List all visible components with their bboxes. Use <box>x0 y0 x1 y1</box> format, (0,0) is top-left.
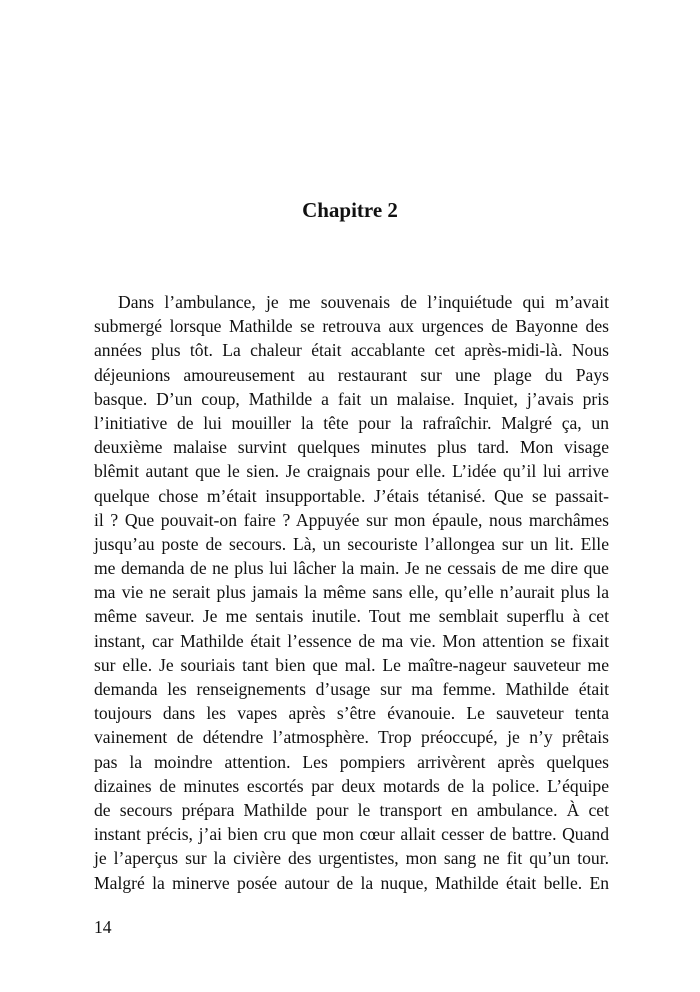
text-line: ma vie ne serait plus jamais la même sans elle, qu’elle n’aurait plus la <box>94 582 609 603</box>
body-paragraph <box>94 290 609 895</box>
text-line: je l’aperçus sur la civière des urgentistes, mon sang ne fit qu’un tour. <box>94 848 609 869</box>
text-line: submergé lorsque Mathilde se retrouva aux urgences de Bayonne des <box>94 316 609 337</box>
text-line: même saveur. Je me sentais inutile. Tout me semblait superflu à cet <box>94 606 609 627</box>
text-line: déjeunions amoureusement au restaurant sur une plage du Pays <box>94 364 609 385</box>
text-line: il ? Que pouvait-on faire ? Appuyée sur mon épaule, nous marchâmes <box>94 509 609 530</box>
text-line: dizaines de minutes escortés par deux motards de la police. L’équipe <box>94 775 609 796</box>
text-line: vainement de détendre l’atmosphère. Trop préoccupé, je n’y prêtais <box>94 727 609 748</box>
text-line: blêmit autant que le sien. Je craignais pour elle. L’idée qu’il lui arrive <box>94 461 609 482</box>
page-number: 14 <box>94 917 112 937</box>
text-line: toujours dans les vapes après s’être évanouie. Le sauveteur tenta <box>94 703 609 724</box>
text-line: instant précis, j’ai bien cru que mon cœur allait cesser de battre. Quand <box>94 824 609 845</box>
text-line: deuxième malaise survint quelques minutes plus tard. Mon visage <box>94 437 609 458</box>
text-line: de secours prépara Mathilde pour le transport en ambulance. À cet <box>94 799 609 820</box>
text-line: pas la moindre attention. Les pompiers arrivèrent après quelques <box>94 751 609 772</box>
text-line: Malgré la minerve posée autour de la nuque, Mathilde était belle. En <box>94 872 609 893</box>
text-line: demanda les renseignements d’usage sur ma femme. Mathilde était <box>94 679 609 699</box>
text-line: me demanda de ne plus lui lâcher la main. Je ne cessais de me dire que <box>94 558 609 579</box>
text-line: instant, car Mathilde était l’essence de ma vie. Mon attention se fixait <box>94 630 609 651</box>
text-line: Dans l’ambulance, je me souvenais de l’inquiétude qui m’avait <box>118 292 609 312</box>
text-line: basque. D’un coup, Mathilde a fait un malaise. Inquiet, j’avais pris <box>94 388 609 409</box>
text-line: sur elle. Je souriais tant bien que mal. Le maître-nageur sauveteur me <box>94 654 609 675</box>
text-line: jusqu’au poste de secours. Là, un secouriste l’allongea sur un lit. Elle <box>94 533 609 554</box>
chapter-title: Chapitre 2 <box>302 198 398 222</box>
text-line: l’initiative de lui mouiller la tête pour la rafraîchir. Malgré ça, un <box>94 412 609 433</box>
text-line: années plus tôt. La chaleur était accablante cet après-midi-là. Nous <box>94 340 609 361</box>
text-line: quelque chose m’était insupportable. J’étais tétanisé. Que se passait- <box>94 485 609 506</box>
